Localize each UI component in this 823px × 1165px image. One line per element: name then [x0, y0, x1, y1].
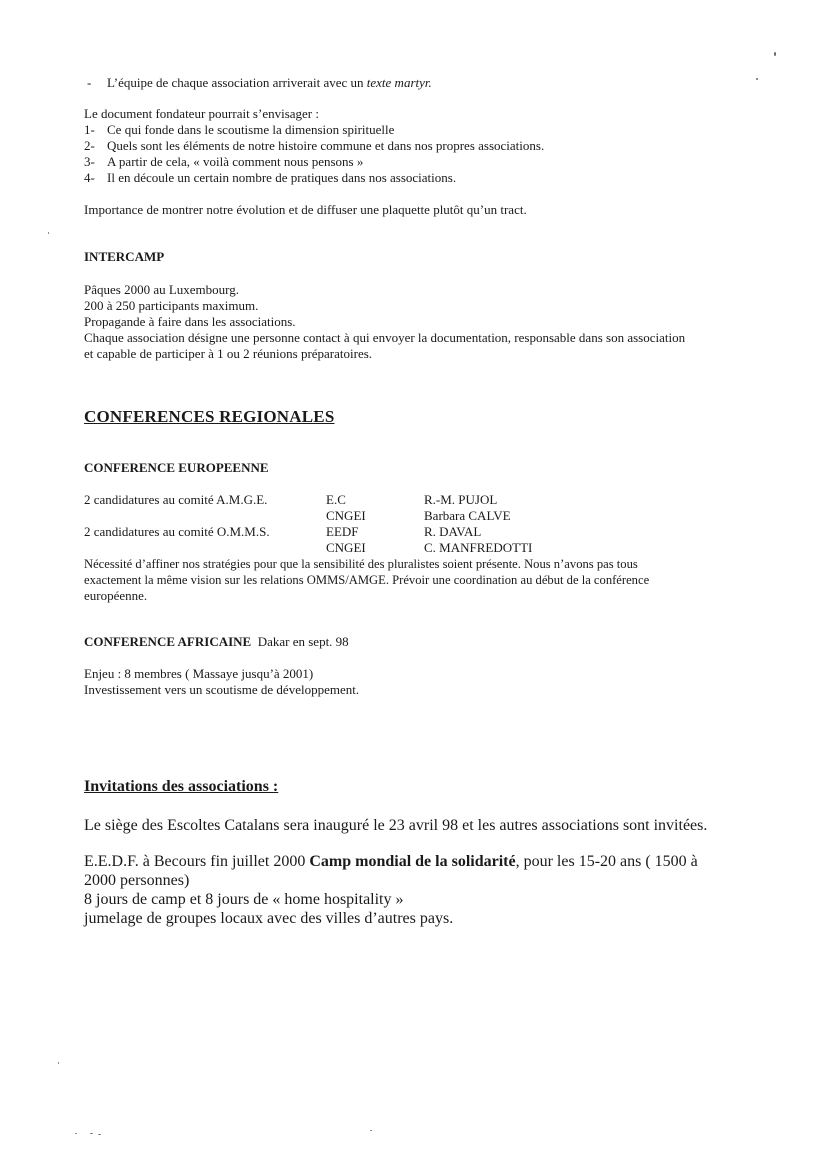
africaine-subtitle: Dakar en sept. 98 — [257, 634, 349, 649]
scan-speck — [756, 78, 758, 80]
eedf-line-2: 2000 personnes) — [84, 872, 190, 889]
equipe-text: L’équipe de chaque association arriverait avec un — [107, 75, 367, 90]
africaine-heading — [84, 634, 349, 650]
candidature-org-4: CNGEI — [326, 540, 366, 555]
eedf-suffix: , pour les 15-20 ans ( 1500 à — [515, 853, 698, 870]
bullet-dash: - — [87, 75, 92, 90]
scan-speck — [98, 1134, 101, 1135]
europeenne-note-1: Nécessité d’affiner nos stratégies pour que la sensibilité des pluralistes soient présente. Nous n’avons pas tous — [84, 557, 638, 571]
scan-speck — [48, 232, 49, 234]
invitations-line-4: jumelage de groupes locaux avec des villes d’autres pays. — [84, 910, 454, 927]
candidature-name-1: R.-M. PUJOL — [424, 492, 498, 507]
scan-speck — [75, 1133, 77, 1134]
scan-speck — [774, 52, 776, 56]
intercamp-line-3: Propagande à faire dans les associations. — [84, 314, 296, 329]
scan-speck — [370, 1130, 372, 1131]
intercamp-line-1: Pâques 2000 au Luxembourg. — [84, 282, 240, 297]
fondateur-item-3: A partir de cela, « voilà comment nous pensons » — [107, 154, 364, 169]
equipe-line — [107, 75, 432, 91]
candidature-org-3: EEDF — [326, 524, 359, 539]
fondateur-item-4: Il en découle un certain nombre de pratiques dans nos associations. — [107, 170, 457, 185]
candidature-amge-label: 2 candidatures au comité A.M.G.E. — [84, 492, 268, 507]
africaine-line-2: Investissement vers un scoutisme de développement. — [84, 682, 360, 697]
fondateur-lead: Le document fondateur pourrait s’envisager : — [84, 106, 319, 121]
fondateur-item-2: Quels sont les éléments de notre histoire commune et dans nos propres associations. — [107, 138, 545, 153]
candidature-name-3: R. DAVAL — [424, 524, 482, 539]
eedf-prefix: E.E.D.F. à Becours fin juillet 2000 — [84, 853, 310, 870]
invitations-title: Invitations des associations : — [84, 778, 279, 795]
fondateur-item-1: Ce qui fonde dans le scoutisme la dimension spirituelle — [107, 122, 395, 137]
importance-text: Importance de montrer notre évolution et de diffuser une plaquette plutôt qu’un tract. — [84, 202, 527, 217]
fondateur-num-4: 4- — [84, 170, 95, 185]
africaine-title: CONFERENCE AFRICAINE — [84, 634, 252, 649]
fondateur-num-1: 1- — [84, 122, 95, 137]
invitations-line-3: 8 jours de camp et 8 jours de « home hospitality » — [84, 891, 404, 908]
europeenne-note-3: européenne. — [84, 588, 148, 603]
intercamp-line-5: et capable de participer à 1 ou 2 réunions préparatoires. — [84, 346, 373, 361]
africaine-line-1: Enjeu : 8 membres ( Massaye jusqu’à 2001) — [84, 666, 314, 681]
candidature-omms-label: 2 candidatures au comité O.M.M.S. — [84, 524, 270, 539]
candidature-org-1: E.C — [326, 492, 346, 507]
conferences-title: CONFERENCES REGIONALES — [84, 407, 335, 426]
scan-speck — [58, 1062, 59, 1064]
fondateur-num-2: 2- — [84, 138, 95, 153]
eedf-bold: Camp mondial de la solidarité — [309, 853, 516, 870]
equipe-italic: texte martyr. — [366, 75, 432, 90]
fondateur-num-3: 3- — [84, 154, 95, 169]
siege-line: Le siège des Escoltes Catalans sera inauguré le 23 avril 98 et les autres associations sont invitées. — [84, 817, 708, 834]
scan-speck — [90, 1133, 93, 1134]
europeenne-note-2: exactement la même vision sur les relations OMMS/AMGE. Prévoir une coordination au début de la conférence — [84, 573, 650, 587]
intercamp-title: INTERCAMP — [84, 249, 165, 264]
eedf-line — [84, 852, 698, 871]
europeenne-title: CONFERENCE EUROPEENNE — [84, 460, 269, 475]
candidature-name-4: C. MANFREDOTTI — [424, 540, 533, 555]
intercamp-line-2: 200 à 250 participants maximum. — [84, 298, 259, 313]
candidature-org-2: CNGEI — [326, 508, 366, 523]
intercamp-line-4: Chaque association désigne une personne contact à qui envoyer la documentation, responsable dans son association — [84, 330, 686, 345]
candidature-name-2: Barbara CALVE — [424, 508, 511, 523]
